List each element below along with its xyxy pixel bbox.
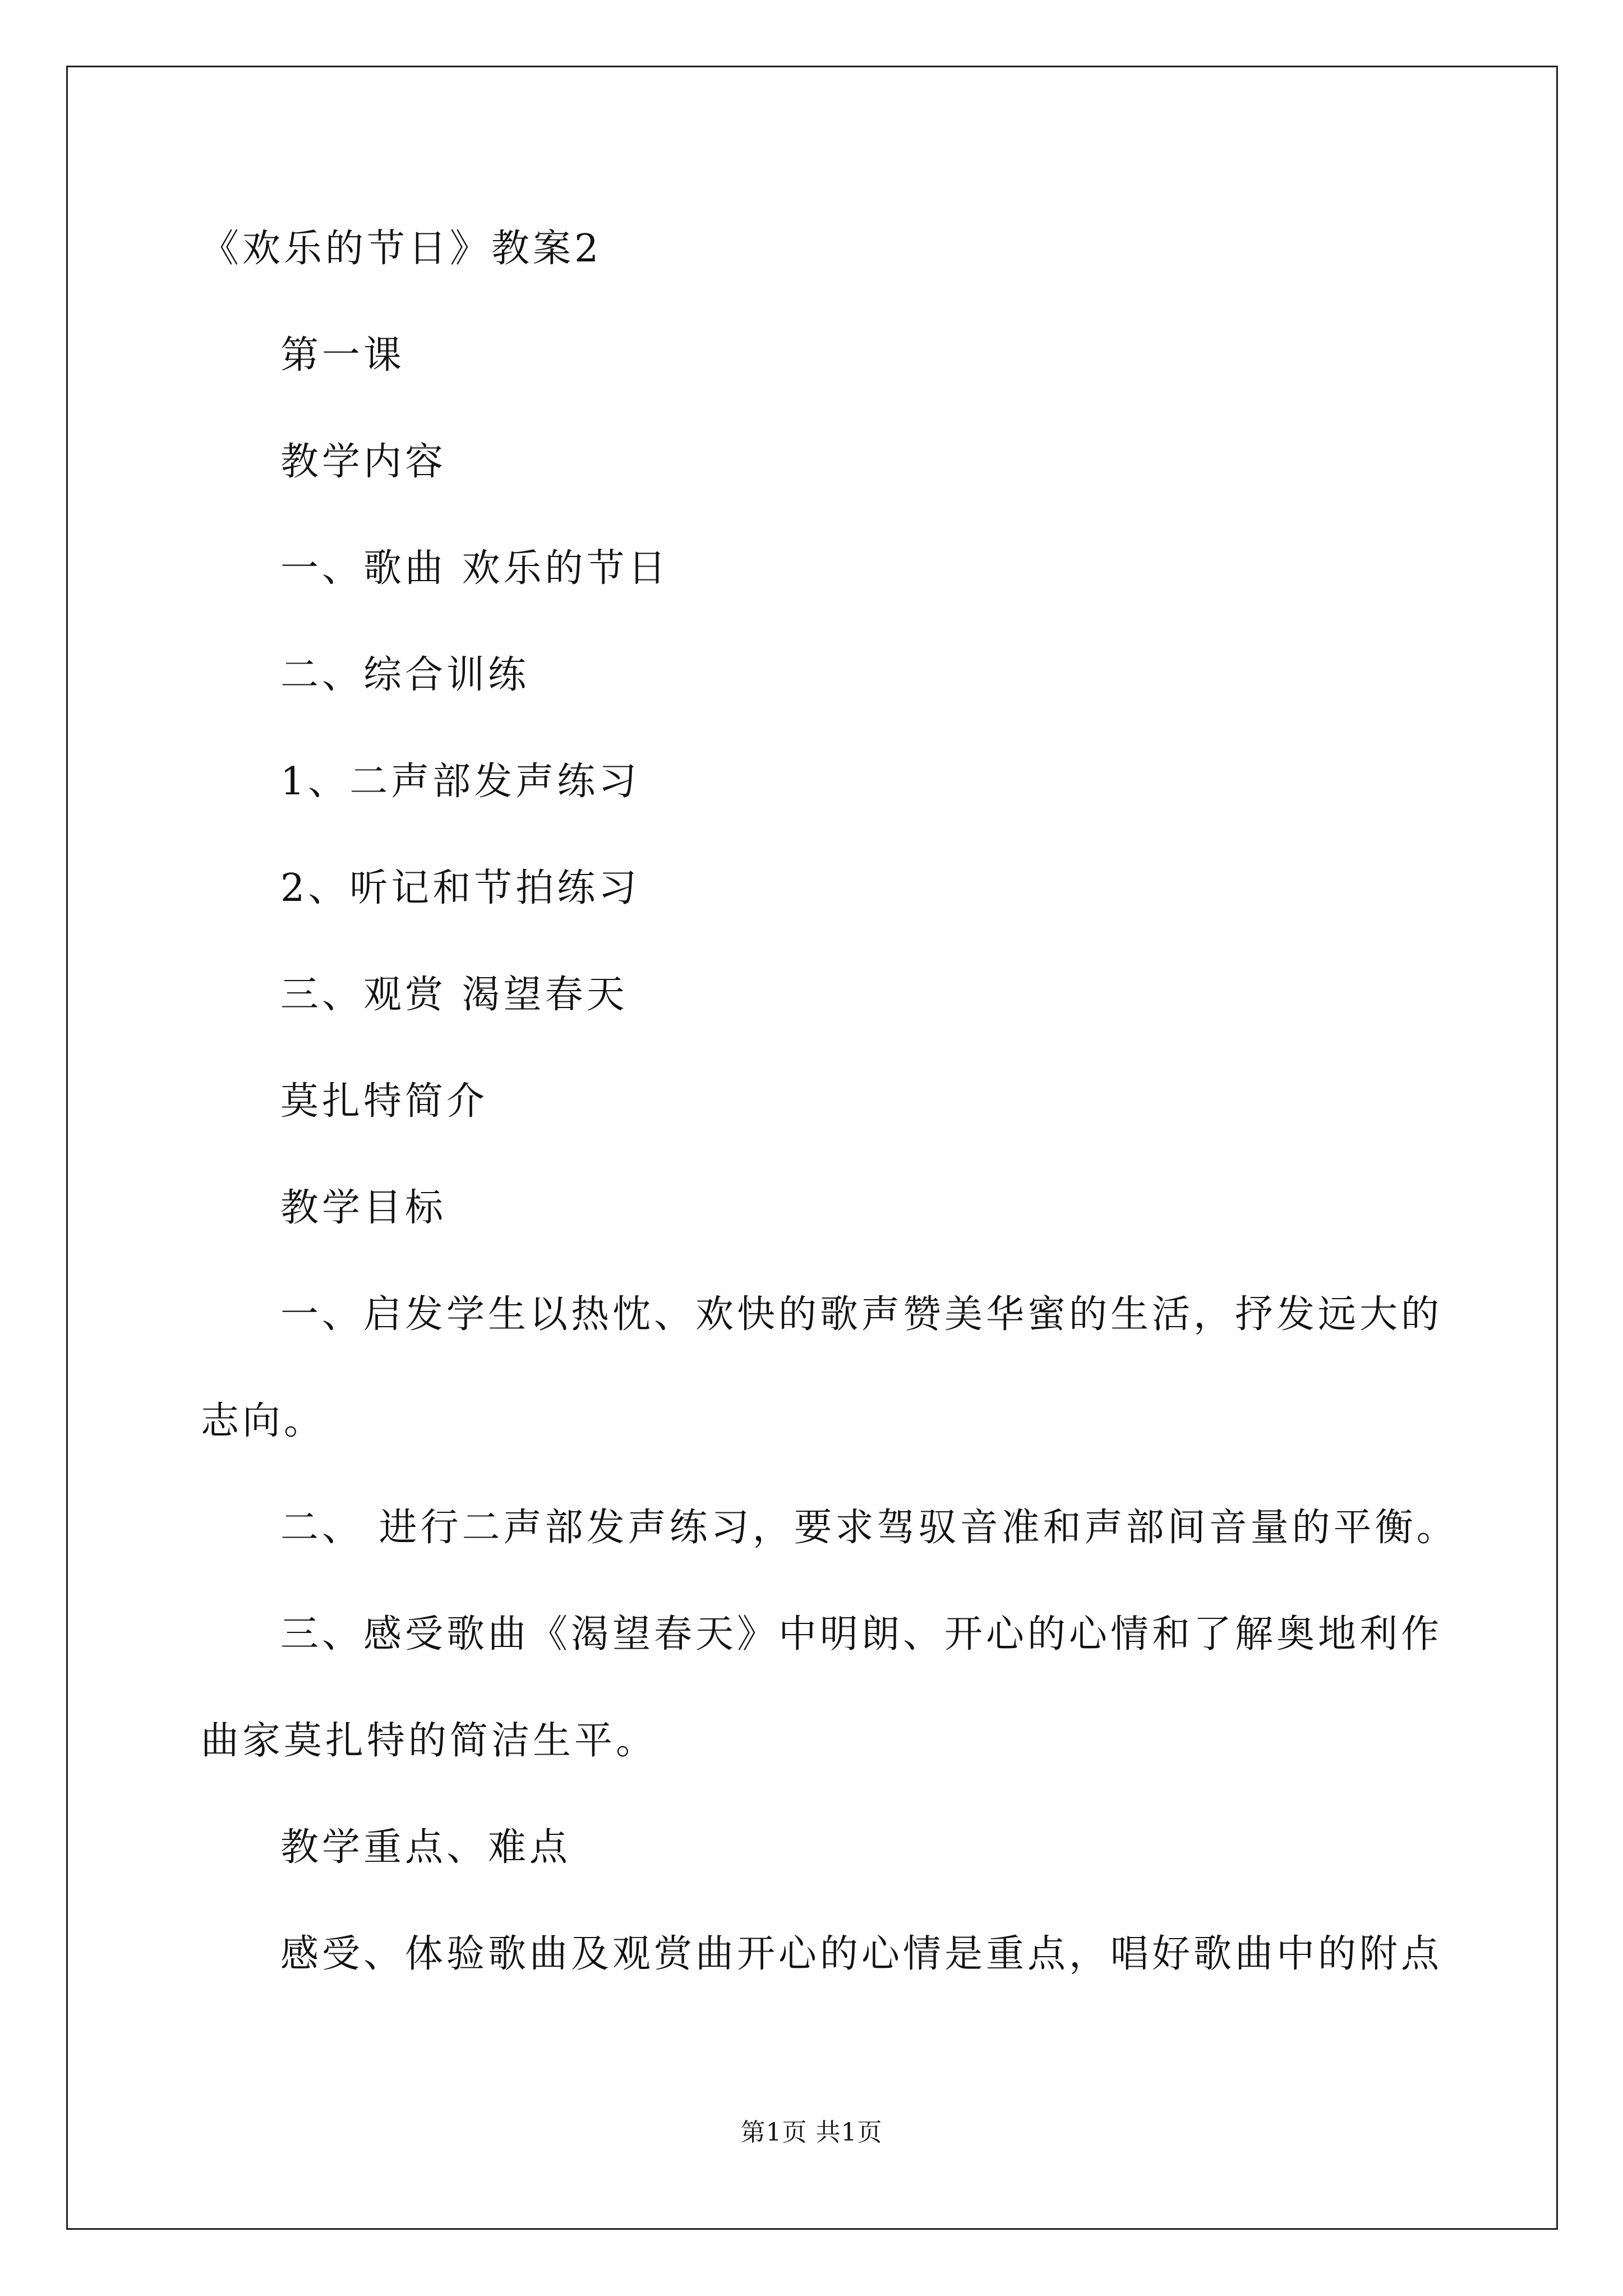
content-subitem: 2、听记和节拍练习 bbox=[280, 866, 640, 910]
content-subitem: 1、二声部发声练习 bbox=[280, 760, 640, 804]
content-item: 二、综合训练 bbox=[280, 653, 530, 697]
section-heading-content: 教学内容 bbox=[280, 440, 447, 484]
paragraph-line: 志向。 bbox=[201, 1399, 326, 1443]
page-border bbox=[66, 66, 1558, 2230]
paragraph-line: 感受、体验歌曲及观赏曲开心的心情是重点，唱好歌曲中的附点 bbox=[280, 1932, 1443, 1976]
section-heading-key-points: 教学重点、难点 bbox=[280, 1825, 571, 1870]
section-heading-goals: 教学目标 bbox=[280, 1186, 447, 1230]
content-item: 莫扎特简介 bbox=[280, 1079, 488, 1124]
paragraph-line: 三、感受歌曲《渴望春天》中明朗、开心的心情和了解奥地利作 bbox=[280, 1612, 1443, 1657]
document-title: 《欢乐的节日》教案2 bbox=[201, 227, 602, 271]
lesson-heading: 第一课 bbox=[280, 333, 405, 378]
paragraph-line: 曲家莫扎特的简洁生平。 bbox=[201, 1719, 658, 1763]
page-number-footer: 第1页 共1页 bbox=[740, 2118, 883, 2147]
content-item: 一、歌曲 欢乐的节日 bbox=[280, 546, 670, 591]
paragraph-line: 二、 进行二声部发声练习，要求驾驭音准和声部间音量的平衡。 bbox=[280, 1506, 1458, 1550]
paragraph-line: 一、启发学生以热忱、欢快的歌声赞美华蜜的生活，抒发远大的 bbox=[280, 1292, 1443, 1337]
content-item: 三、观赏 渴望春天 bbox=[280, 973, 628, 1017]
